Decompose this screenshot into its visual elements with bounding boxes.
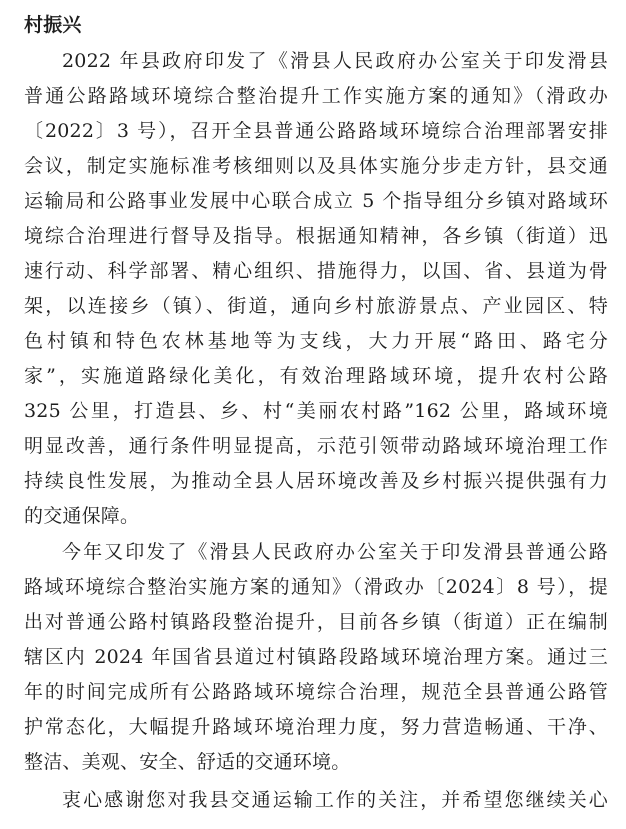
paragraph-line: 架，以连接乡（镇）、街道，通向乡村旅游景点、产业园区、特 — [24, 295, 608, 317]
paragraph-line: 境综合治理进行督导及指导。根据通知精神，各乡镇（街道）迅 — [24, 225, 608, 247]
paragraph-line: 护常态化，大幅提升路域环境治理力度，努力营造畅通、干净、 — [24, 716, 608, 738]
paragraph-line: 整洁、美观、安全、舒适的交通环境。 — [24, 751, 351, 773]
heading-fragment: 村振兴 — [24, 14, 82, 36]
paragraph-line: 色村镇和特色农林基地等为支线，大力开展“路田、路宅分 — [24, 330, 608, 352]
paragraph-line: 今年又印发了《滑县人民政府办公室关于印发滑县普通公路 — [62, 541, 608, 563]
paragraph-line: 2022 年县政府印发了《滑县人民政府办公室关于印发滑县 — [62, 50, 608, 72]
paragraph-line: 持续良性发展，为推动全县人居环境改善及乡村振兴提供强有力 — [24, 470, 608, 492]
paragraph-line: 路域环境综合整治实施方案的通知》（滑政办〔2024〕8 号），提 — [24, 576, 608, 598]
paragraph-line: 运输局和公路事业发展中心联合成立 5 个指导组分乡镇对路域环 — [24, 190, 608, 212]
paragraph-line: 速行动、科学部署、精心组织、措施得力，以国、省、县道为骨 — [24, 260, 608, 282]
paragraph-line: 出对普通公路村镇路段整治提升，目前各乡镇（街道）正在编制 — [24, 611, 608, 633]
paragraph-line: 325 公里，打造县、乡、村“美丽农村路”162 公里，路域环境 — [24, 400, 608, 422]
paragraph-line: 家”，实施道路绿化美化，有效治理路域环境，提升农村公路 — [24, 365, 608, 387]
paragraph-line: 〔2022〕3 号），召开全县普通公路路域环境综合治理部署安排 — [24, 120, 608, 142]
paragraph-line: 衷心感谢您对我县交通运输工作的关注，并希望您继续关心 — [62, 789, 608, 811]
paragraph-line: 的交通保障。 — [24, 505, 140, 527]
paragraph-line: 年的时间完成所有公路路域环境综合治理，规范全县普通公路管 — [24, 681, 608, 703]
paragraph-line: 明显改善，通行条件明显提高，示范引领带动路域环境治理工作 — [24, 435, 608, 457]
paragraph-line: 会议，制定实施标准考核细则以及具体实施分步走方针，县交通 — [24, 155, 608, 177]
paragraph-line: 辖区内 2024 年国省县道过村镇路段路域环境治理方案。通过三 — [24, 646, 608, 668]
paragraph-line: 普通公路路域环境综合整治提升工作实施方案的通知》（滑政办 — [24, 85, 608, 107]
